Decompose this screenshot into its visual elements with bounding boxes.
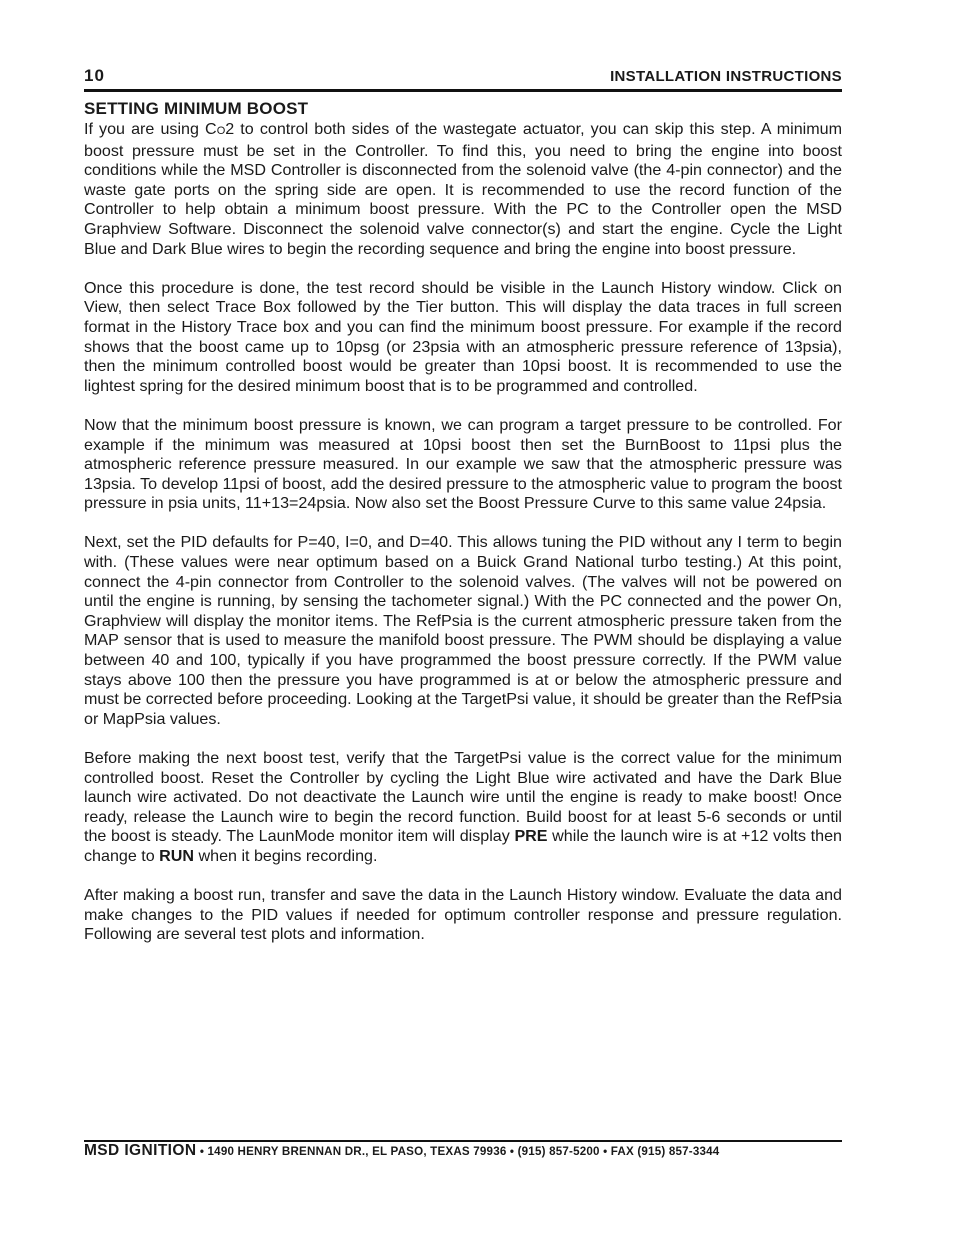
page-footer: [84, 1142, 842, 1160]
footer-address: • 1490 HENRY BRENNAN DR., EL PASO, TEXAS 79936 • (915) 857-5200 • FAX (915) 857-3344: [196, 1145, 720, 1158]
section-title: SETTING MINIMUM BOOST: [84, 99, 309, 118]
pre-keyword: PRE: [514, 827, 548, 846]
paragraph-4: Next, set the PID defaults for P=40, I=0, and D=40. This allows tuning the PID without any I term to begin with. (These values were near optimum based on a Buick Grand National turbo testing.) At this point, connect the 4-pin connector from Controller to the solenoid valves. (The valves will not be powered on until the engine is running, by sensing the tachometer signal.) With the PC connected and the power On, Graphview will display the monitor items. The RefPsia is the current atmospheric pressure taken from the MAP sensor that is used to measure the manifold boost pressure. The PWM should be displaying a value between 40 and 100, typically if you have programmed the boost pressure correctly. If the PWM value stays above 100 then the pressure you have programmed is at or below the atmospheric pressure and must be corrected before proceeding. Looking at the TargetPsi value, it should be greater than the RefPsia or MapPsia values.: [84, 533, 842, 728]
running-head: INSTALLATION INSTRUCTIONS: [610, 68, 842, 85]
paragraph-5: Before making the next boost test, verify that the TargetPsi value is the correct value for the minimum controlled boost. Reset the Controller by cycling the Light Blue wire activated and have the Dark Blue launch wire activated. Do not deactivate the Launch wire until the engine is ready to make boost! Once ready, release the Launch wire to begin the record function. Build boost for at least 5-6 seconds or until the boost is steady. The LaunMode monitor item will display PRE while the launch wire is at +12 volts then change to RUN when it begins recording.: [84, 749, 842, 865]
co2-subscript: O: [216, 125, 226, 137]
page-header: [84, 66, 842, 88]
paragraph-2: Once this procedure is done, the test record should be visible in the Launch History window. Click on View, then select Trace Box followed by the Tier button. This will display the data traces in full screen format in the History Trace box and you can find the minimum boost pressure. For example if the record shows that the boost came up to 10psg (or 23psia with an atmospheric pressure reference of 13psia), then the minimum controlled boost would be greater than 10psi boost. It is recommended to use the lightest spring for the desired minimum boost that is to be programmed and controlled.: [84, 278, 842, 395]
footer-brand: MSD IGNITION: [84, 1142, 197, 1159]
body-text: [84, 120, 842, 965]
paragraph-3: Now that the minimum boost pressure is known, we can program a target pressure to be controlled. For example if the minimum was measured at 10psi boost then set the BurnBoost to 11psi plus the atmospheric reference pressure measured. In our example we saw that the atmospheric pressure was 13psia. To develop 11psi of boost, add the desired pressure to the atmospheric value to program the boost pressure in psia units, 11+13=24psia. Now also set the Boost Pressure Curve to this same value 24psia.: [84, 415, 842, 513]
paragraph-6: After making a boost run, transfer and save the data in the Launch History window. Evaluate the data and make changes to the PID values if needed for optimum controller response and pressure regulation. Following are several test plots and information.: [84, 886, 842, 944]
header-rule: [84, 89, 842, 92]
paragraph-1: If you are using CO2 to control both sides of the wastegate actuator, you can skip this step. A minimum boost pressure must be set in the Controller. To find this, you need to bring the engine into boost conditions while the MSD Controller is disconnected from the solenoid valve (the 4-pin connector) and the waste gate ports on the spring side are open. It is recommended to use the record function of the Controller to help obtain a minimum boost pressure. With the PC to the Controller open the MSD Graphview Software. Disconnect the solenoid valve connector(s) and start the engine. Cycle the Light Blue and Dark Blue wires to begin the recording sequence and bring the engine into boost pressure.: [84, 120, 842, 258]
page-number: 10: [84, 66, 105, 85]
run-keyword: RUN: [159, 846, 195, 865]
